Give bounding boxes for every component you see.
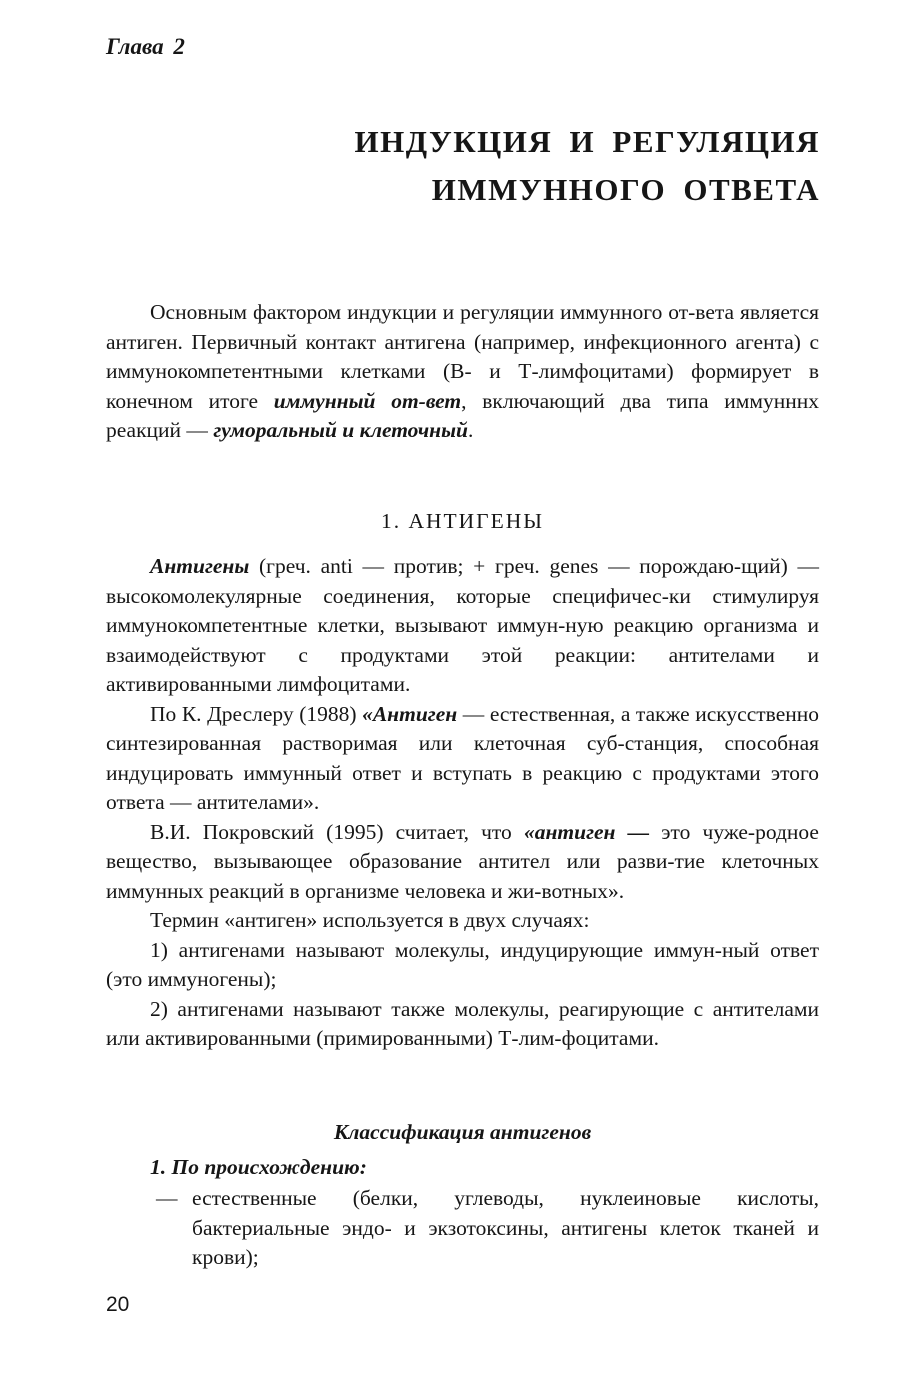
list-item-text: естественные (белки, углеводы, нуклеиновые кислоты, бактериальные эндо- и экзотоксины, антигены клеток тканей и крови); xyxy=(192,1186,819,1269)
paragraph-3-text-2: это чуже-родное вещество, вызывающее образование антител или разви-тие клеточных иммунных реакций в организме человека и жи-вотных». xyxy=(106,819,819,903)
list-dash: — xyxy=(156,1186,178,1210)
paragraph-antigen-definition xyxy=(106,552,819,700)
list-item xyxy=(106,1184,819,1273)
paragraph-usage-1: 1) антигенами называют молекулы, индуцирующие иммун-ный ответ (это иммуногены); xyxy=(106,937,819,991)
page-number: 20 xyxy=(106,1293,130,1316)
intro-paragraph xyxy=(106,298,819,446)
origin-list xyxy=(106,1184,819,1273)
section-heading: 1. АНТИГЕНЫ xyxy=(380,509,545,533)
intro-emphasis-response-types: гуморальный и клеточный xyxy=(213,418,468,442)
chapter-title xyxy=(355,118,820,214)
main-section xyxy=(106,552,819,1054)
term-antigen-quote-2: «антиген — xyxy=(523,819,650,844)
paragraph-usage-2: 2) антигенами называют также молекулы, реагирующие с антителами или активированными (примированными) Т-лим-фоцитами. xyxy=(106,996,819,1050)
term-antigens: Антигены xyxy=(150,554,250,578)
paragraph-term-usage: Термин «антиген» используется в двух случаях: xyxy=(150,908,590,932)
paragraph-2-text-2: — естественная, а также искусственно синтезированная растворимая или клеточная суб-станция, способная индуцировать иммунный ответ и вступать в реакцию с продуктами этого ответа — антителами». xyxy=(106,701,819,814)
paragraph-pokrovsky-definition xyxy=(106,818,819,907)
chapter-title-line-2: ИММУННОГО ОТВЕТА xyxy=(431,172,820,207)
intro-text-3: . xyxy=(467,418,474,442)
origin-subheading: 1. По происхождению: xyxy=(150,1155,367,1179)
paragraph-2-text-1: По К. Дреслеру (1988) xyxy=(150,701,363,726)
paragraph-dresler-definition xyxy=(106,700,819,818)
intro-emphasis-immune-response: иммунный от-вет xyxy=(273,388,462,413)
term-antigen-quote: «Антиген xyxy=(362,701,458,726)
chapter-label: Глава 2 xyxy=(106,34,185,59)
classification-heading: Классификация антигенов xyxy=(333,1120,592,1144)
paragraph-3-text-1: В.И. Покровский (1995) считает, что xyxy=(150,819,524,844)
intro-text-1: Основным фактором индукции и регуляции иммунного от-вета является антиген. Первичный контакт антигена (например, инфекционного агента) с иммунокомпетентными клетками (В- и Т-лимфоцитами) формирует в конечном итоге xyxy=(106,300,819,413)
chapter-title-line-1: ИНДУКЦИЯ И РЕГУЛЯЦИЯ xyxy=(354,124,820,159)
intro-section xyxy=(106,298,819,446)
intro-text-2: , включающий два типа иммунннх реакций — xyxy=(106,388,819,442)
paragraph-1-text: (греч. anti — против; + греч. genes — порождаю-щий) — высокомолекулярные соединения, которые специфичес-ки стимулируя иммунокомпетентные клетки, вызывают иммун-ную реакцию организма и взаимодействуют с продуктами этой реакции: антителами и активированными лимфоцитами. xyxy=(106,554,819,696)
